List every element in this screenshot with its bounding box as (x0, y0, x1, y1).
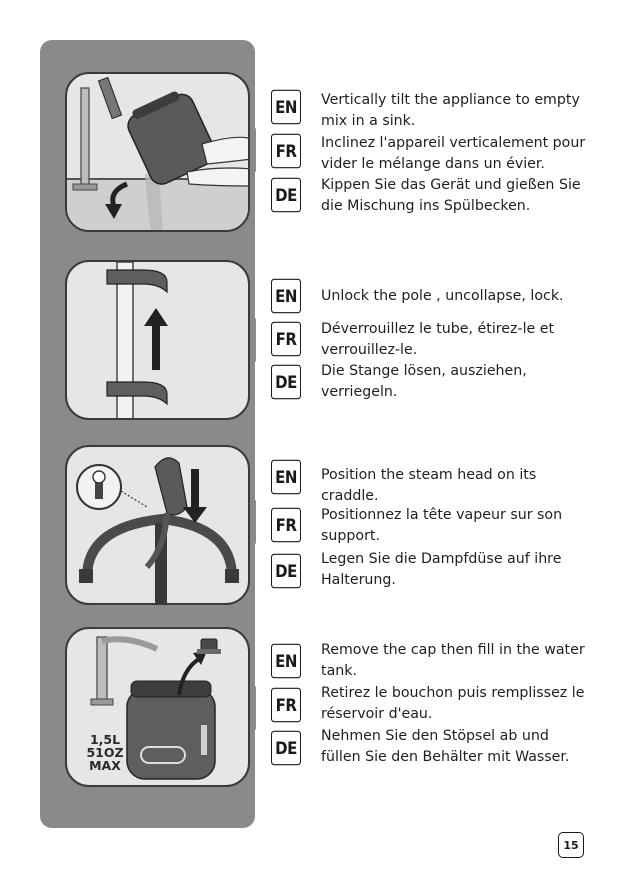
lang-badge-fr: FR (271, 134, 301, 169)
step-3-fr: Positionnez la tête vapeur sur son support. (321, 507, 563, 544)
lang-badge-en: EN (271, 279, 301, 314)
step-4-en: Remove the cap then fill in the water tank. (321, 642, 585, 679)
page-number: 15 (558, 832, 584, 858)
lang-badge-en: EN (271, 460, 301, 495)
lang-badge-de: DE (271, 178, 301, 213)
step-3-en: Position the steam head on its craddle. (321, 467, 537, 504)
lang-badge-en: EN (271, 644, 301, 679)
illustration-step-4 (65, 627, 250, 787)
step-4-fr: Retirez le bouchon puis remplissez le réservoir d'eau. (321, 685, 585, 722)
step-1-en: Vertically tilt the appliance to empty mix in a sink. (321, 92, 580, 129)
lang-badge-de: DE (271, 731, 301, 766)
illustration-step-3 (65, 445, 250, 605)
illustration-step-2 (65, 260, 250, 420)
capacity-liters: 1,5L (89, 732, 121, 747)
step-1-de: Kippen Sie das Gerät und gießen Sie die Mischung ins Spülbecken. (321, 177, 581, 214)
lang-badge-fr: FR (271, 508, 301, 543)
capacity-label (81, 733, 129, 772)
step-2-de: Die Stange lösen, ausziehen, verriegeln. (321, 363, 527, 400)
lang-badge-de: DE (271, 554, 301, 589)
lang-badge-fr: FR (271, 322, 301, 357)
illustration-step-1 (65, 72, 250, 232)
step-2-fr: Déverrouillez le tube, étirez-le et verrouillez-le. (321, 321, 555, 358)
lang-badge-fr: FR (271, 688, 301, 723)
step-2-en: Unlock the pole , uncollapse, lock. (321, 288, 564, 304)
lang-badge-de: DE (271, 365, 301, 400)
step-4-de: Nehmen Sie den Stöpsel ab und füllen Sie den Behälter mit Wasser. (321, 728, 570, 765)
capacity-max: MAX (89, 758, 121, 773)
step-3-de: Legen Sie die Dampfdüse auf ihre Halterung. (321, 551, 562, 588)
lang-badge-en: EN (271, 90, 301, 125)
capacity-ounces: 51OZ (86, 745, 124, 760)
step-1-fr: Inclinez l'appareil verticalement pour vider le mélange dans un évier. (321, 135, 586, 172)
